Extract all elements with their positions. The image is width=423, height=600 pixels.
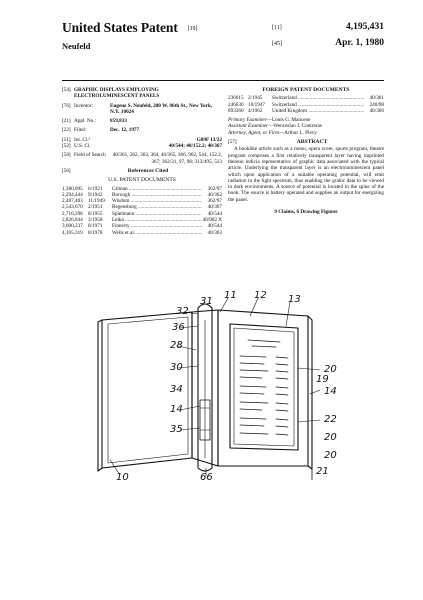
uscl-label: U.S. Cl. [74, 143, 91, 150]
intcl-value: G09F 13/22 [196, 136, 222, 143]
inventor-label: Inventor: [74, 102, 94, 109]
uscl-field [62, 143, 222, 149]
figure-labels [116, 290, 337, 480]
patent-title [62, 20, 242, 37]
figure-label: 12 [254, 290, 267, 301]
figure-label: 66 [200, 472, 213, 480]
foreign-docs-heading: FOREIGN PATENT DOCUMENTS [262, 87, 350, 93]
search-value: 40/361, 362, 363, 364, 40/365, 366, 902, 544, 152.2, 367; 362/31, 97, 98; 313/495, 513 [112, 152, 222, 165]
reference-date: 2/1951 [88, 204, 103, 211]
reference-num: 2,716,298 [62, 210, 83, 217]
patent-drawing [80, 290, 370, 480]
figure-label: 22 [324, 414, 337, 425]
appl-label: Appl. No.: [74, 118, 97, 125]
inventor-field [62, 103, 222, 116]
right-cover-edge [308, 316, 312, 469]
foreign-doc-cls: 40/366 [369, 107, 384, 114]
header-right [272, 22, 384, 54]
figure-label: 34 [170, 384, 183, 395]
reference-date: 3/1958 [88, 217, 103, 224]
attorney-label: Attorney, Agent, or Firm [228, 129, 280, 136]
title-code: [54] [62, 87, 71, 93]
assistant-examiner-label: Assistant Examiner [228, 123, 269, 130]
figure-label: 35 [170, 424, 183, 435]
foreign-doc-row [228, 108, 384, 114]
patent-number-row [272, 22, 384, 38]
patent-title-text: United States Patent [62, 20, 178, 35]
filed-field [62, 127, 222, 133]
figure-label: 10 [116, 472, 129, 480]
reference-date: 8/1955 [88, 210, 103, 217]
reference-name: Gilman ..... [112, 186, 202, 192]
figure-label: 20 [324, 450, 337, 461]
reference-num: 2,826,844 [62, 217, 83, 224]
reference-name: Wells et al. ..... [112, 230, 202, 236]
reference-num: 1,380,895 [62, 185, 83, 192]
us-patent-docs-heading: U.S. PATENT DOCUMENTS [108, 177, 176, 184]
claims-line: 9 Claims, 6 Drawing Figures [274, 209, 338, 216]
patent-number: 4,195,431 [346, 22, 384, 32]
inventor-code: [76] [62, 102, 71, 109]
patent-date-tag: [45] [272, 41, 282, 47]
reference-name: Finnerty ..... [112, 223, 202, 229]
foreign-doc-num: 246630 [228, 101, 244, 108]
appl-field [62, 118, 222, 124]
abstract-code: [57] [228, 139, 237, 146]
reference-date: 8/1971 [88, 223, 103, 230]
reference-cls: 40/544 [202, 223, 222, 229]
figure-label: 21 [316, 466, 329, 477]
reference-date: 9/1942 [88, 191, 103, 198]
assistant-examiner-name: —Wenceslao J. Contreras [268, 123, 322, 130]
foreign-doc-country: United Kingdom ..... [272, 108, 364, 114]
uscl-code: [52] [62, 143, 71, 150]
reference-date: 11/1949 [88, 198, 105, 205]
figure-label: 14 [170, 404, 183, 415]
reference-num: 2,487,403 [62, 198, 83, 205]
reference-num: 2,543,670 [62, 204, 83, 211]
reference-cls: 362/97 [202, 198, 222, 204]
reference-cls: 40/362 [202, 192, 222, 198]
references-code: [56] [62, 167, 71, 174]
reference-name: Regensburg ..... [112, 204, 202, 210]
foreign-doc-cls: 240/98 [369, 101, 384, 108]
intcl-code: [51] [62, 136, 71, 143]
inventor-surname: Neufeld [62, 40, 91, 51]
foreign-doc-country: Switzerland ..... [272, 95, 364, 101]
patent-date-row [272, 38, 384, 54]
patent-number-tag: [11] [272, 25, 282, 31]
figure-label: 28 [170, 340, 183, 351]
left-column [62, 87, 222, 236]
right-cover [218, 310, 308, 466]
reference-cls: 40/902 X [202, 217, 222, 224]
figure-label: 11 [224, 290, 237, 301]
examiners [228, 117, 384, 136]
reference-cls: 40/363 [202, 230, 222, 236]
inventor-value: Eugene S. Neufeld, 200 W. 86th St., New York, N.Y. 10024 [110, 102, 213, 115]
reference-num: 4,105,319 [62, 229, 83, 236]
attorney-name: —Arthur L. Plevy [279, 129, 317, 136]
figure-label: 36 [172, 322, 185, 333]
references-list [62, 186, 222, 236]
figure-label: 20 [324, 432, 337, 443]
reference-cls: 40/367 [202, 204, 222, 210]
header-left [62, 20, 242, 51]
filed-label: Filed: [74, 127, 87, 134]
primary-examiner-name: —Louis G. Mancene [266, 117, 311, 124]
reference-row [62, 230, 222, 236]
attorney [228, 130, 384, 136]
reference-cls: 362/97 [202, 186, 222, 192]
foreign-docs-list [228, 95, 384, 114]
reference-cls: 40/544 [202, 211, 222, 217]
foreign-doc-date: 4/1962 [248, 107, 263, 114]
figure-label: 13 [288, 294, 301, 305]
primary-examiner-label: Primary Examiner [228, 117, 267, 124]
reference-num: 2,294,444 [62, 191, 83, 198]
left-cover-edge [98, 320, 102, 471]
patent-date: Apr. 1, 1980 [335, 38, 384, 48]
foreign-doc-cls: 40/361 [369, 95, 384, 102]
search-field [62, 152, 222, 165]
filed-value: Dec. 12, 1977 [110, 127, 140, 134]
figure-label: 20 [324, 364, 337, 375]
abstract-text: A booklike article such as a menu, opera score, sports program, theatre program comprises a first relatively transparent layer having imprinted thereon indicia representative of graphic data associated with the typical article. Underlying the transparent layer is an electroluminescent panel which upon application of a suitable operating potential, will emit radiation in the light spectrum, thus enabling the grahic data to be viewed in dark environments. A source of potential is located in the spine of the book. The source is battery operated and supplies an output for energizing the panel. [228, 146, 384, 203]
filed-code: [22] [62, 127, 71, 134]
reference-date: 6/1921 [88, 185, 103, 192]
reference-name: Spielmann ..... [112, 211, 202, 217]
foreign-doc-date: 10/1947 [248, 101, 266, 108]
figure-label: 14 [324, 386, 337, 397]
references-head [62, 168, 222, 174]
figure-label: 31 [200, 296, 213, 307]
search-code: [58] [62, 152, 71, 159]
appl-value: 859,833 [110, 118, 127, 125]
references-heading: References Cited [127, 167, 169, 174]
intcl-label: Int. Cl.² [74, 136, 91, 143]
figure-label: 19 [316, 374, 329, 385]
appl-code: [21] [62, 118, 71, 125]
reference-date: 8/1978 [88, 229, 103, 236]
reference-num: 3,600,237 [62, 223, 83, 230]
title-field [62, 87, 222, 100]
foreign-doc-date: 2/1945 [248, 95, 263, 102]
figure-label: 32 [176, 306, 189, 317]
uscl-value: 40/544; 40/152.2; 40/367 [168, 143, 222, 150]
abstract-heading: ABSTRACT [296, 139, 328, 146]
figure-label: 30 [170, 362, 183, 373]
search-label: Field of Search [74, 152, 106, 159]
abstract-head [228, 139, 384, 145]
menu-lines [240, 340, 288, 435]
reference-name: Wisdom ..... [112, 198, 202, 204]
right-column [228, 87, 384, 215]
reference-name: Borough ..... [112, 192, 202, 198]
reference-name: Leika ..... [112, 217, 202, 223]
patent-title-tag: [19] [187, 25, 198, 32]
foreign-doc-num: 893360 [228, 107, 244, 114]
foreign-doc-num: 236615 [228, 95, 244, 102]
invention-title: GRAPHIC DISPLAYS EMPLOYING ELECTROLUMINESCENT PANELS [74, 87, 160, 100]
header-rule [62, 80, 384, 81]
foreign-doc-country: Switzerland ..... [272, 102, 364, 108]
